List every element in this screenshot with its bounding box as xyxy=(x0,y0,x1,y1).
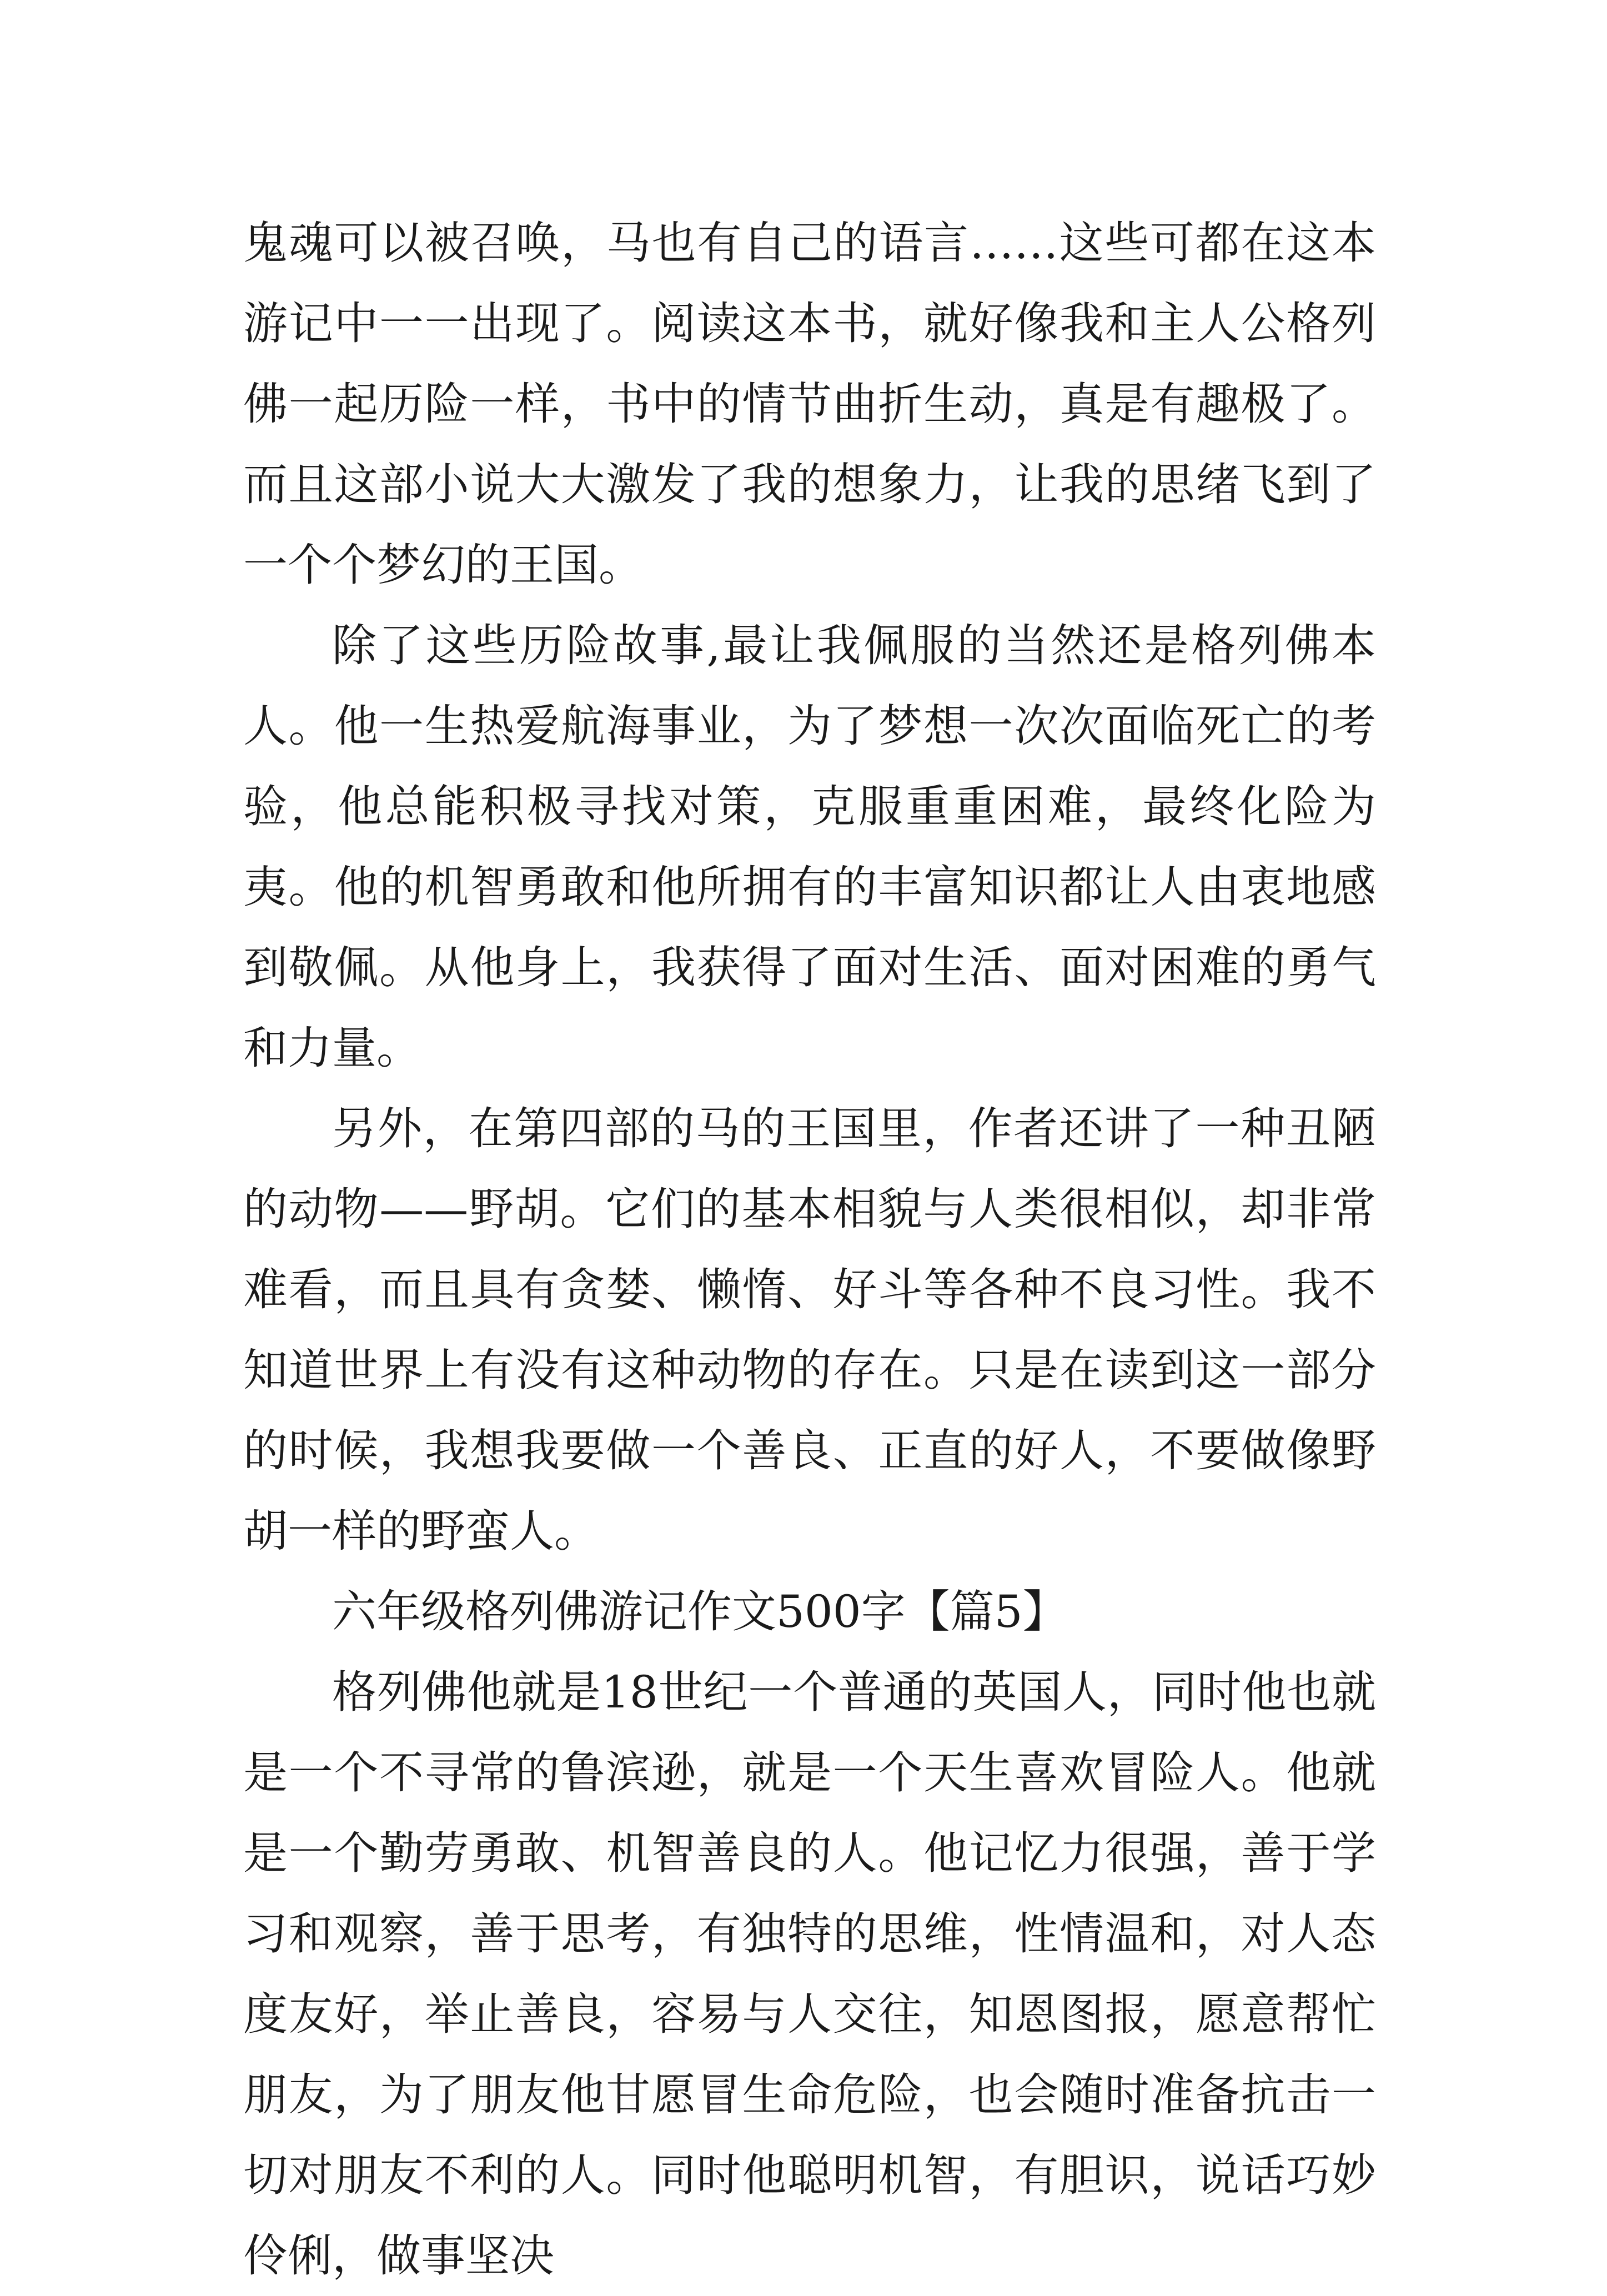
paragraph-gulliver-character: 格列佛他就是18世纪一个普通的英国人，同时他也就是一个不寻常的鲁滨逊，就是一个天生喜欢冒险人。他就是一个勤劳勇敢、机智善良的人。他记忆力很强，善于学习和观察，善于思考，有独特的思维，性情温和，对人态度友好，举止善良，容易与人交往，知恩图报，愿意帮忙朋友，为了朋友他甘愿冒生命危险，也会随时准备抗击一切对朋友不利的人。同时他聪明机智，有胆识，说话巧妙伶俐，做事坚决 xyxy=(243,1666,1376,2282)
body-text xyxy=(243,203,1376,2296)
paragraph-admiration: 除了这些历险故事,最让我佩服的当然还是格列佛本人。他一生热爱航海事业，为了梦想一次次面临死亡的考验，他总能积极寻找对策，克服重重困难，最终化险为夷。他的机智勇敢和他所拥有的丰富知识都让人由衷地感到敬佩。从他身上，我获得了面对生活、面对困难的勇气和力量。 xyxy=(243,620,1376,1074)
section-heading: 六年级格列佛游记作文500字【篇5】 xyxy=(332,1586,1067,1637)
paragraph-continuation: 鬼魂可以被召唤，马也有自己的语言……这些可都在这本游记中一一出现了。阅读这本书，就好像我和主人公格列佛一起历险一样，书中的情节曲折生动，真是有趣极了。而且这部小说大大激发了我的想象力，让我的思绪飞到了一个个梦幻的王国。 xyxy=(243,217,1376,591)
paragraph-yahoo: 另外，在第四部的马的王国里，作者还讲了一种丑陋的动物——野胡。它们的基本相貌与人类很相似，却非常难看，而且具有贪婪、懒惰、好斗等各种不良习性。我不知道世界上有没有这种动物的存在。只是在读到这一部分的时候，我想我要做一个善良、正直的好人，不要做像野胡一样的野蛮人。 xyxy=(243,1103,1376,1557)
